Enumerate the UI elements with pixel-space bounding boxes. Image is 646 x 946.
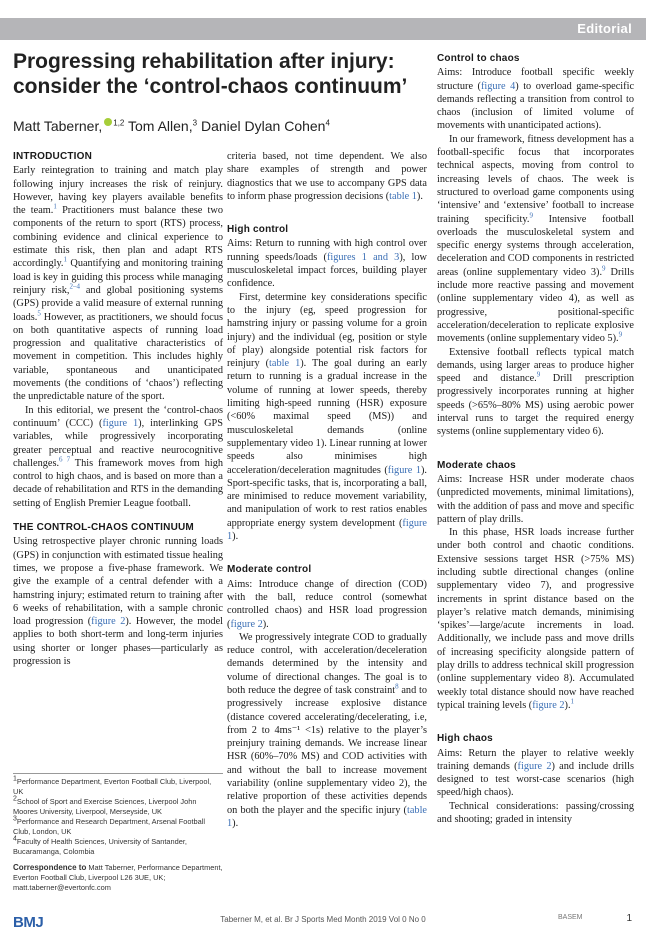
- paragraph: criteria based, not time dependent. We also share examples of strength and power diagnostics that we use to accompany GPS data to inform phase progression decisions (table 1).: [227, 151, 427, 202]
- citation-ref[interactable]: 9: [602, 264, 606, 273]
- subheading-high-chaos: High chaos: [437, 733, 493, 745]
- paragraph: Aims: Introduce change of direction (COD) with the ball, reduce control (somewhat controlled chaos) and HSR load progression (figure 2).: [227, 578, 427, 630]
- figure-link[interactable]: figure 2: [517, 760, 552, 772]
- page-footer: [0, 908, 646, 946]
- affiliation-ref: 4: [325, 118, 330, 128]
- citation-ref[interactable]: 1: [53, 202, 57, 211]
- figure-link[interactable]: figure 1: [387, 464, 421, 476]
- paragraph: Early reintegration to training and match play following injury increases the risk of reinjury. However, having key players available benefits the team.$^1$ Practitioners must balance these two components of the return to sport (RTS) process, combining evidence and clinical experience to estimate this risk, then plan and adapt RTS accordingly.$^1$ Quantifying and monitoring training load is key in guiding this process while managing reinjury risk,$^{2-4}$ and global positioning systems (GPS) provide a valid measure of external running loads.$^5$ However, as practitioners, we should focus on both quantitative aspects of running load progression and qualitative characteristics of movement in competition. This includes highly variable, spontaneous and unanticipated movements (the conditions of ‘chaos’) reflecting the unpredictable nature of the sport.: [13, 165, 223, 403]
- figure-link[interactable]: figure 2: [230, 618, 263, 630]
- citation-ref[interactable]: 9: [529, 211, 533, 220]
- affiliations-footnotes: [13, 773, 223, 893]
- affiliation-ref: 3: [192, 118, 198, 128]
- affiliation: $^2$School of Sport and Exercise Sciences, Liverpool John Moores University, Liverpool, Merseyside, UK: [13, 795, 197, 816]
- paragraph: Extensive football reflects typical match demands, using larger areas to produce higher speed and distance.$^9$ Drill prescription progressively incorporates running at higher speeds (>65%–80% MS) using aerobic power interval runs to target the required energy systems (online supplementary video 6).: [437, 346, 634, 438]
- subheading-high-control: High control: [227, 224, 289, 236]
- citation-ref[interactable]: 9: [536, 370, 541, 379]
- journal-citation: Taberner M, et al. Br J Sports Med Month 2019 Vol 0 No 0: [220, 915, 426, 924]
- basem-logo: BASEM: [558, 914, 583, 921]
- column-1: [13, 150, 223, 668]
- affiliation: $^4$Faculty of Health Sciences, University of Santander, Bucaramanga, Colombia: [13, 835, 187, 856]
- affiliation-ref: 1,2: [113, 118, 125, 128]
- paragraph: Aims: Introduce football specific weekly structure (figure 4) to overload game-specific demands reflecting a transition from control to chaos (inclusion of limited volume of movements with unanticipated actions).: [437, 67, 635, 132]
- header-rule: [0, 18, 646, 40]
- paragraph: In this phase, HSR loads increase further under both control and chaotic conditions. Extensive sessions target HSR (>75% MS) including subtle directional changes (online supplementary video 7), and progressive increments in sprint distance based on the player’s relative match demands, minimising ‘spikes’—large/acute increments in load. Additionally, we include pass and move drills of increasing specificity alongside pattern of play drills to address technical skill progression (online supplementary video 8). Accumulated weekly total distance should now have reached typical training levels (figure 2).$^1$: [437, 527, 634, 711]
- subheading-control-to-chaos: Control to chaos: [437, 53, 520, 64]
- orcid-icon[interactable]: [104, 118, 112, 126]
- paragraph: Aims: Return the player to relative weekly training demands (figure 2) and include drills designed to test worst-case scenarios (high speed/high chaos).: [437, 747, 634, 799]
- figure-link[interactable]: figure 2: [91, 616, 126, 628]
- column-3: [437, 52, 634, 826]
- header-bar: [0, 0, 646, 40]
- citation-ref[interactable]: 9: [618, 330, 623, 339]
- figure-link[interactable]: figure 1: [227, 517, 427, 543]
- paragraph: First, determine key considerations specific to the injury (eg, speed progression for hamstring injury or passing volume for a groin injury) and the individual (eg, position or style of play) alongside potential risk factors for reinjury (table 1). The goal during an early return to running is a gradual increase in the volume of running at lower speeds, thereby limiting high-speed running (HSR) exposure (<60% maximal speed (MS)) and musculoskeletal demands (online supplementary video 1). Linear running at lower speeds also minimises high acceleration/deceleration magnitudes (figure 1). Sport-specific tasks, that is, incorporating a ball, are minimised to reduce movement variability, and manipulation of work to rest ratios enables appropriate energy system development (figure 1).: [227, 291, 428, 543]
- section-heading-introduction: INTRODUCTION: [13, 151, 93, 162]
- author-name[interactable]: Tom Allen,: [128, 118, 193, 134]
- paragraph: We progressively integrate COD to gradually reduce control, with acceleration/deceleration demands determined by the intensity and volume of directional changes. The goal is to both reduce the degree of task constraint$^8$ and to progressively increase explosive distance (distance covered accelerating/decelerating, i.e, from 2 to 4ms⁻¹ <1s) relative to the player’s preinjury training demands. We increase linear HSR (60%–70% MS) and COD activities with and without the ball to increase movement variability (online supplementary video 2), the relative proportion of these activities depends on both the player and the specific injury (table 1).: [227, 631, 427, 829]
- citation-ref[interactable]: 1: [63, 255, 68, 264]
- page-number: 1: [626, 913, 632, 924]
- paragraph: Aims: Return to running with high control over running speeds/loads (figures 1 and 3), low musculoskeletal impact forces, building player confidence.: [227, 238, 427, 290]
- column-2: [227, 150, 427, 830]
- citation-ref[interactable]: 1: [570, 697, 575, 706]
- paragraph: Technical considerations: passing/crossing and shooting; graded in intensity: [437, 800, 634, 826]
- paragraph: In this editorial, we present the ‘control-chaos continuum’ (CCC) (figure 1), interlinking GPS variables, while progressively incorporating greater perceptual and reactive neurocognitive challenges.$^{6 7}$ This framework moves from high control to high chaos, and is based on more than a decade of rehabilitation and RTS in the demanding setting of English Premier League football.: [13, 404, 223, 509]
- figure-link[interactable]: figure 4: [480, 80, 516, 92]
- figure-link[interactable]: figures 1 and 3: [326, 251, 400, 263]
- correspondence: Correspondence to Matt Taberner, Performance Department, Everton Football Club, Liverpool L26 3UE, UK; matt.taberner@evertonfc.com: [13, 863, 223, 892]
- citation-ref[interactable]: 5: [37, 309, 41, 318]
- affiliation: $^3$Performance and Research Department, Arsenal Football Club, London, UK: [13, 815, 206, 836]
- author-list: [13, 118, 433, 134]
- table-link[interactable]: table 1: [389, 190, 417, 202]
- footnote-rule: [13, 773, 223, 774]
- author-name[interactable]: Matt Taberner,: [13, 118, 103, 134]
- paragraph: In our framework, fitness development has a football-specific focus that incorporates technical aspects, moving from control to increasing levels of chaos. The week is structured to overload game components using ‘intensive’ and ‘extensive’ football to increase training specificity.$^9$ Intensive football overloads the musculoskeletal system and specific energy systems through acceleration, deceleration and COD components in restricted areas (online supplementary video 3).$^9$ Drills include more reactive passing and movement (online supplementary video 4), as well as progressive, positional-specific acceleration/deceleration to replicate explosive movements (online supplementary video 5).$^9$: [437, 133, 635, 345]
- figure-link[interactable]: figure 1: [102, 417, 139, 429]
- bmj-logo[interactable]: BMJ: [13, 914, 44, 931]
- subheading-moderate-chaos: Moderate chaos: [437, 459, 516, 471]
- figure-link[interactable]: figure 2: [532, 699, 565, 711]
- paragraph: Aims: Increase HSR under moderate chaos (unpredicted movements, minimal limitations), with the addition of pass and move and specific pattern of play drills.: [437, 473, 634, 525]
- author-name[interactable]: Daniel Dylan Cohen: [200, 118, 326, 134]
- article-title: Progressing rehabilitation after injury: consider the ‘control-chaos continuum’: [13, 50, 408, 98]
- paragraph: Using retrospective player chronic running loads (GPS) in conjunction with estimated tissue healing times, we propose a five-phase framework. We give the example of a central defender with a hamstring injury; estimated return to training after 6 weeks of rehabilitation, with a sample chronic load progression (figure 2). However, the model applies to both short-term and long-term injuries using shorter or longer phases—particularly as progression is: [13, 536, 224, 667]
- citation-ref[interactable]: 2–4: [69, 282, 80, 291]
- table-link[interactable]: table 1: [269, 358, 301, 370]
- affiliation: $^1$Performance Department, Everton Football Club, Liverpool, UK: [13, 775, 212, 796]
- table-link[interactable]: table 1: [227, 804, 427, 829]
- subheading-moderate-control: Moderate control: [227, 564, 312, 576]
- section-heading-ccc: THE CONTROL-CHAOS CONTINUUM: [13, 522, 194, 534]
- section-label: Editorial: [577, 21, 632, 36]
- citation-ref[interactable]: 6 7: [59, 455, 71, 464]
- citation-ref[interactable]: 8: [395, 682, 399, 691]
